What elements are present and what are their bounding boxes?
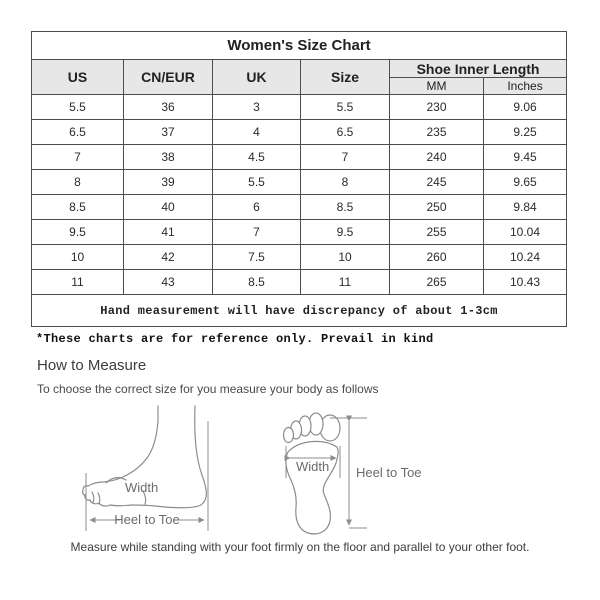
table-title: Women's Size Chart xyxy=(32,32,567,60)
cell-uk: 3 xyxy=(213,95,301,120)
cell-us: 8 xyxy=(32,170,124,195)
cell-mm: 260 xyxy=(390,245,484,270)
cell-inches: 9.65 xyxy=(484,170,567,195)
cell-us: 5.5 xyxy=(32,95,124,120)
column-header-mm: MM xyxy=(390,78,484,95)
cell-mm: 255 xyxy=(390,220,484,245)
column-header-shoe-inner-length: Shoe Inner Length xyxy=(390,60,567,78)
cell-cn-eur: 37 xyxy=(124,120,213,145)
cell-uk: 7.5 xyxy=(213,245,301,270)
size-chart-table xyxy=(31,31,567,327)
cell-inches: 9.45 xyxy=(484,145,567,170)
cell-size: 7 xyxy=(301,145,390,170)
column-header-cn-eur: CN/EUR xyxy=(124,60,213,95)
cell-us: 7 xyxy=(32,145,124,170)
cell-uk: 7 xyxy=(213,220,301,245)
cell-us: 9.5 xyxy=(32,220,124,245)
cell-mm: 250 xyxy=(390,195,484,220)
cell-inches: 10.43 xyxy=(484,270,567,295)
table-row xyxy=(32,170,567,195)
toe-crease xyxy=(92,492,94,503)
cell-us: 8.5 xyxy=(32,195,124,220)
table-header-row xyxy=(32,60,567,78)
column-header-inches: Inches xyxy=(484,78,567,95)
column-header-uk: UK xyxy=(213,60,301,95)
toe-crease xyxy=(98,493,100,504)
cell-us: 10 xyxy=(32,245,124,270)
cell-uk: 8.5 xyxy=(213,270,301,295)
table-row xyxy=(32,145,567,170)
width-label: Width xyxy=(125,480,159,495)
cell-inches: 9.25 xyxy=(484,120,567,145)
foot-side-view-diagram xyxy=(73,403,243,538)
cell-inches: 9.84 xyxy=(484,195,567,220)
cell-cn-eur: 43 xyxy=(124,270,213,295)
cell-size: 11 xyxy=(301,270,390,295)
cell-inches: 10.24 xyxy=(484,245,567,270)
table-footnote: Hand measurement will have discrepancy of about 1-3cm xyxy=(32,295,567,327)
heel-to-toe-label: Heel to Toe xyxy=(114,512,180,527)
cell-uk: 6 xyxy=(213,195,301,220)
foot-top-view-diagram xyxy=(275,400,475,540)
cell-uk: 5.5 xyxy=(213,170,301,195)
foot-top-line xyxy=(88,406,158,486)
how-to-measure-heading: How to Measure xyxy=(37,357,147,374)
table-title-row xyxy=(32,32,567,60)
cell-size: 10 xyxy=(301,245,390,270)
cell-us: 6.5 xyxy=(32,120,124,145)
table-row xyxy=(32,120,567,145)
toe-pinky xyxy=(284,428,294,443)
cell-mm: 235 xyxy=(390,120,484,145)
column-header-size: Size xyxy=(301,60,390,95)
cell-size: 6.5 xyxy=(301,120,390,145)
reference-note: *These charts are for reference only. Prevail in kind xyxy=(36,332,434,346)
cell-uk: 4 xyxy=(213,120,301,145)
cell-size: 5.5 xyxy=(301,95,390,120)
cell-cn-eur: 39 xyxy=(124,170,213,195)
table-row xyxy=(32,245,567,270)
cell-cn-eur: 41 xyxy=(124,220,213,245)
table-row xyxy=(32,95,567,120)
width-label: Width xyxy=(296,459,330,474)
cell-cn-eur: 38 xyxy=(124,145,213,170)
cell-cn-eur: 40 xyxy=(124,195,213,220)
foot-instep-arc xyxy=(106,478,126,483)
cell-cn-eur: 36 xyxy=(124,95,213,120)
cell-size: 8 xyxy=(301,170,390,195)
cell-us: 11 xyxy=(32,270,124,295)
cell-mm: 265 xyxy=(390,270,484,295)
heel-to-toe-label: Heel to Toe xyxy=(356,465,422,480)
sole-outline xyxy=(286,441,338,533)
how-to-measure-intro: To choose the correct size for you measure your body as follows xyxy=(37,382,379,396)
column-header-us: US xyxy=(32,60,124,95)
cell-uk: 4.5 xyxy=(213,145,301,170)
cell-cn-eur: 42 xyxy=(124,245,213,270)
cell-mm: 245 xyxy=(390,170,484,195)
cell-mm: 240 xyxy=(390,145,484,170)
cell-mm: 230 xyxy=(390,95,484,120)
table-row xyxy=(32,195,567,220)
table-footnote-row xyxy=(32,295,567,327)
table-row xyxy=(32,220,567,245)
cell-size: 8.5 xyxy=(301,195,390,220)
cell-size: 9.5 xyxy=(301,220,390,245)
foot-toes xyxy=(83,486,131,506)
cell-inches: 10.04 xyxy=(484,220,567,245)
cell-inches: 9.06 xyxy=(484,95,567,120)
table-row xyxy=(32,270,567,295)
measuring-caption: Measure while standing with your foot firmly on the floor and parallel to your other foot. xyxy=(70,540,530,554)
